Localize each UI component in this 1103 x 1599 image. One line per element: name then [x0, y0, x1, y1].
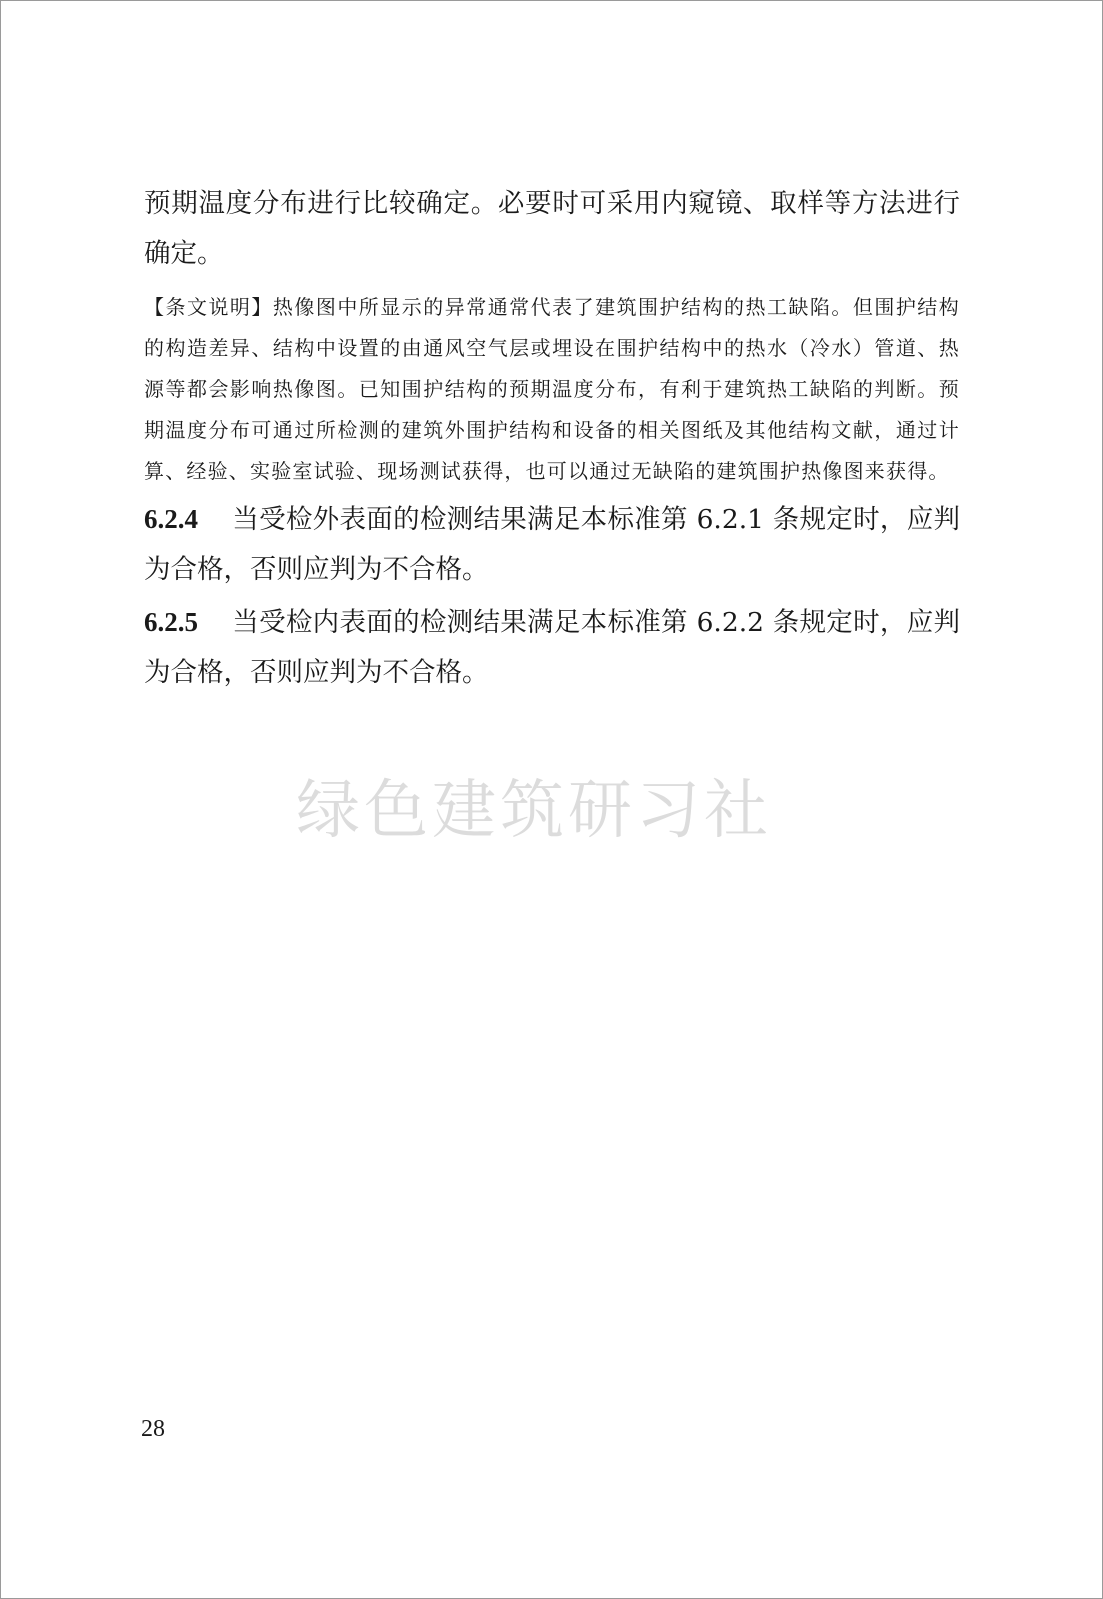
paragraph-main: 预期温度分布进行比较确定。必要时可采用内窥镜、取样等方法进行确定。 [144, 188, 960, 269]
clause-number: 6.2.4 [144, 504, 198, 534]
clause-6-2-4 [144, 494, 960, 595]
explanatory-note: 【条文说明】热像图中所显示的异常通常代表了建筑围护结构的热工缺陷。但围护结构的构造差异、结构中设置的由通风空气层或埋设在围护结构中的热水（冷水）管道、热源等都会影响热像图。已知围护结构的预期温度分布，有利于建筑热工缺陷的判断。预期温度分布可通过所检测的建筑外围护结构和设备的相关图纸及其他结构文献，通过计算、经验、实验室试验、现场测试获得，也可以通过无缺陷的建筑围护热像图来获得。 [144, 295, 960, 483]
watermark: 绿色建筑研习社 [296, 774, 772, 848]
clause-6-2-5 [144, 597, 960, 698]
clause-text: 当受检外表面的检测结果满足本标准第 6.2.1 条规定时，应判为合格，否则应判为不合格。 [144, 504, 960, 585]
page-number: 28 [141, 1416, 165, 1442]
page-content [144, 179, 960, 698]
clause-text: 当受检内表面的检测结果满足本标准第 6.2.2 条规定时，应判为合格，否则应判为不合格。 [144, 607, 960, 688]
clause-number: 6.2.5 [144, 607, 198, 637]
